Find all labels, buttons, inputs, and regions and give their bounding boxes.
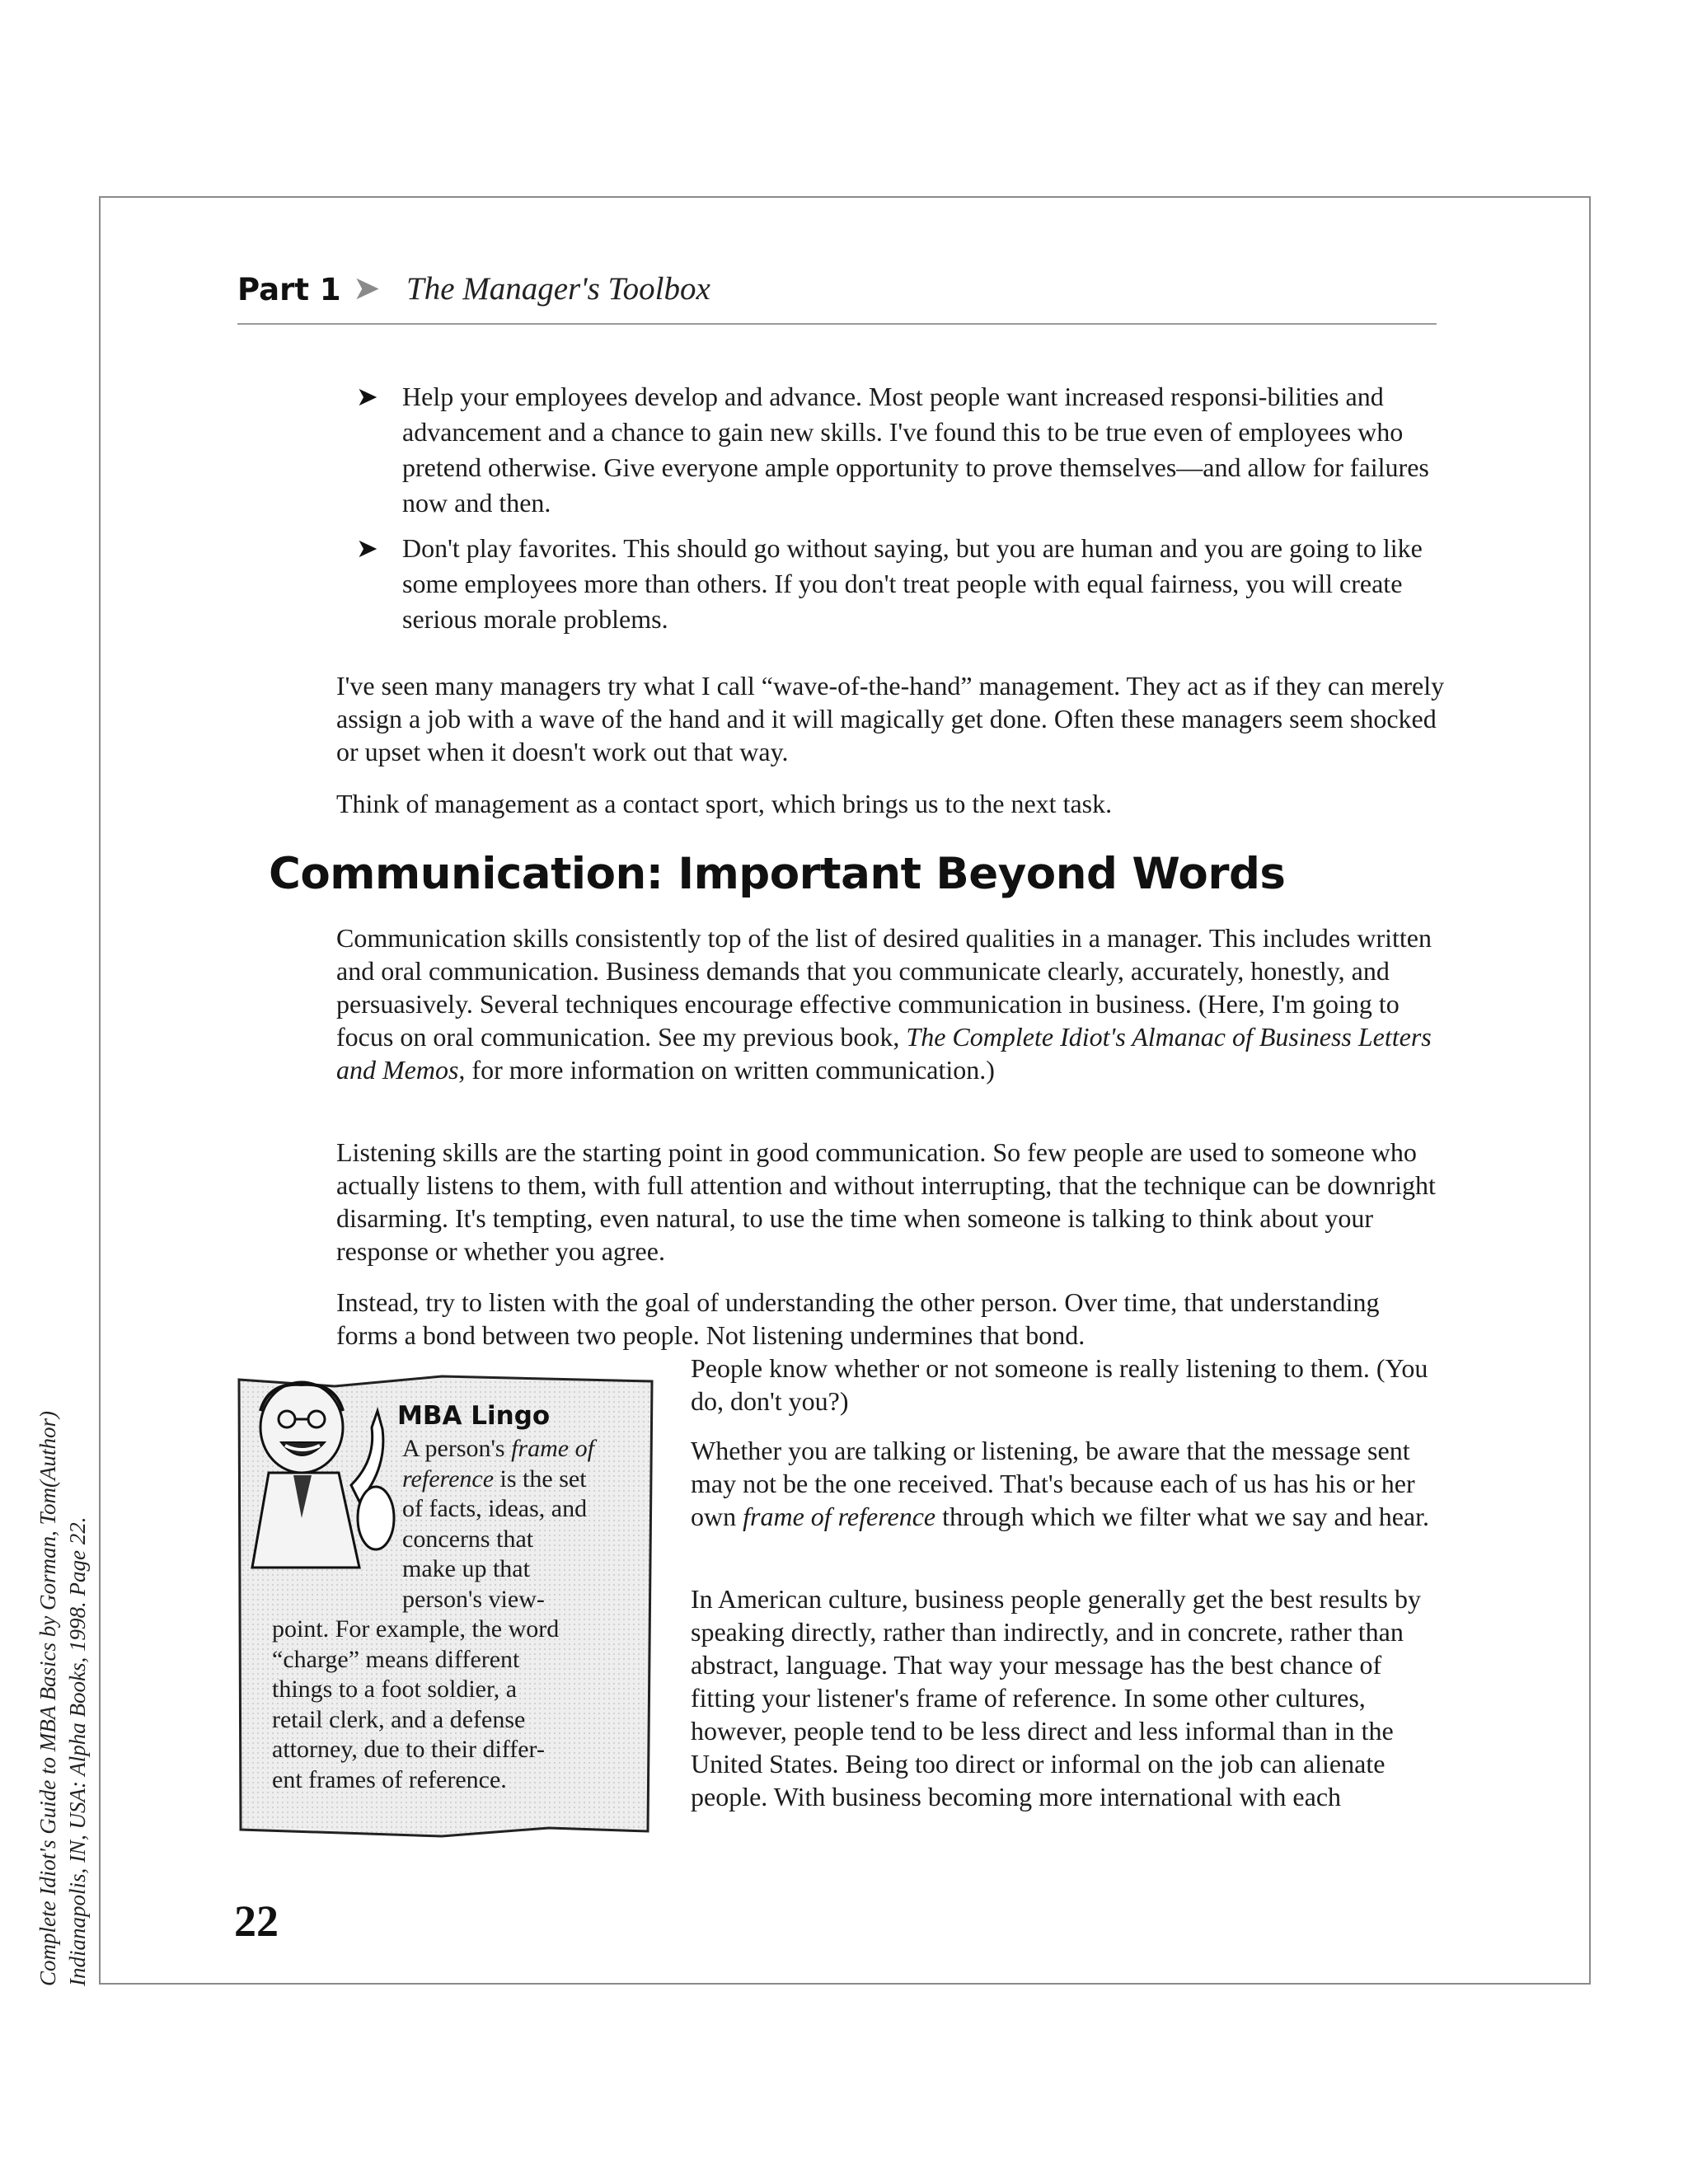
whether-emphasis: frame of reference — [743, 1502, 936, 1531]
comm-text-2: for more information on written communication.) — [471, 1055, 995, 1085]
paragraph-whether — [691, 1434, 1449, 1533]
defn-line: concerns that — [402, 1525, 534, 1553]
running-header — [237, 265, 1437, 325]
bullet-list — [356, 379, 1444, 647]
side-credit-line1: Complete Idiot's Guide to MBA Basics by Gorman, Tom(Author) — [35, 1411, 60, 1986]
defn-line: make up that — [402, 1555, 530, 1582]
list-item — [356, 531, 1444, 637]
paragraph-listening: Listening skills are the starting point in good communication. So few people are used to someone who actually listens to them, with full attention and without interrupting, that the technique can be downright disarming. It's tempting, even natural, to use the time when someone is talking to think about your response or whether you agree. — [336, 1137, 1436, 1266]
defn-line: reference is the set — [402, 1465, 587, 1493]
list-item — [356, 379, 1444, 521]
paragraph-american: In American culture, business people generally get the best results by speaking directly, rather than indirectly, and in concrete, rather than abstract, language. That way your message has the best chance of fitting your listener's frame of reference. In some other cultures, however, people tend to be less direct and less informal than in the United States. Being too direct or informal on the job can alienate people. With business becoming more international with each — [691, 1584, 1421, 1811]
defn-line: retail clerk, and a defense — [272, 1705, 526, 1733]
side-credit — [33, 1360, 99, 1986]
part-title: The Manager's Toolbox — [406, 271, 710, 307]
paragraph-instead: Instead, try to listen with the goal of understanding the other person. Over time, that understanding forms a bond between two people. Not listening undermines that bond. — [336, 1287, 1380, 1350]
paragraph-contact: Think of management as a contact sport, which brings us to the next task. — [336, 789, 1113, 818]
book-title: The Complete Idiot's Almanac of Business Letters and Memos, — [336, 1022, 1432, 1085]
arrow-bullet-icon: ➤ — [356, 382, 378, 411]
defn-line: point. For example, the word — [272, 1615, 560, 1643]
defn-line: A person's frame of — [402, 1435, 594, 1462]
sidebar-title: MBA Lingo — [397, 1401, 551, 1431]
part-label: Part 1 — [237, 272, 341, 307]
arrow-bullet-icon: ➤ — [356, 533, 378, 563]
paragraph-wave: I've seen many managers try what I call “wave-of-the-hand” management. They act as if they can merely assign a job with a wave of the hand and it will magically get done. Often these managers seem shocked or upset when it doesn't work out that way. — [336, 671, 1445, 766]
section-heading: Communication: Important Beyond Words — [269, 849, 1286, 899]
defn-line: person's view- — [402, 1585, 545, 1613]
side-credit-line2: Indianapolis, IN, USA: Alpha Books, 1998. Page 22. — [65, 1516, 90, 1986]
bullet-text: Don't play favorites. This should go without saying, but you are human and you are going to like some employees more than others. If you don't treat people with equal fairness, you will create serious morale problems. — [402, 533, 1423, 634]
defn-line: “charge” means different — [272, 1645, 520, 1673]
page-number: 22 — [234, 1896, 279, 1946]
arrow-icon: ➤ — [353, 269, 381, 307]
defn-line: things to a foot soldier, a — [272, 1675, 518, 1703]
sidebar-definition — [236, 1434, 623, 1795]
paragraph-people-know: People know whether or not someone is really listening to them. (You do, don't you?) — [691, 1353, 1428, 1416]
paragraph-communication — [336, 921, 1445, 1086]
whether-text-2: through which we filter what we say and hear. — [942, 1502, 1430, 1531]
mba-lingo-sidebar — [236, 1370, 656, 1840]
defn-line: ent frames of reference. — [272, 1765, 507, 1793]
comm-text-1: Communication skills consistently top of the list of desired qualities in a manager. This includes written and oral communication. Business demands that you communicate clearly, accurately, honestly, and persuasively. Several techniques encourage effective communication in business. (Here, I'm going to focus on oral communication. See my previous book, — [336, 923, 1432, 1052]
whether-text-1: Whether you are talking or listening, be aware that the message sent may not be the one received. That's because each of us has his or her own — [691, 1436, 1415, 1531]
defn-line: attorney, due to their differ- — [272, 1736, 545, 1763]
bullet-text: Help your employees develop and advance. Most people want increased responsi-bilities and advancement and a chance to gain new skills. I've found this to be true even of employees who pretend otherwise. Give everyone ample opportunity to prove themselves—and allow for failures now and then. — [402, 382, 1429, 518]
defn-line: of facts, ideas, and — [402, 1495, 588, 1522]
